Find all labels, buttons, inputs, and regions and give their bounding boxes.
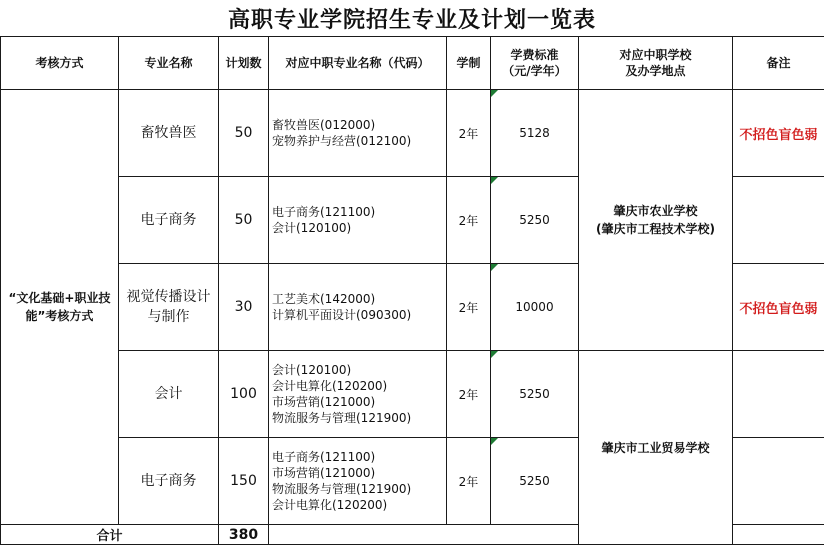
header-fee: 学费标准 （元/学年） <box>491 37 579 90</box>
fee-cell: 10000 <box>491 264 579 351</box>
plan-cell: 100 <box>219 351 269 438</box>
header-method: 考核方式 <box>1 37 119 90</box>
fee-cell: 5250 <box>491 438 579 525</box>
page-title: 高职专业学院招生专业及计划一览表 <box>227 7 596 33</box>
table-row <box>1 90 824 177</box>
plan-cell: 50 <box>219 90 269 177</box>
header-school: 对应中职学校 及办学地点 <box>579 37 733 90</box>
plan-cell: 150 <box>219 438 269 525</box>
major-cell: 畜牧兽医 <box>119 90 219 177</box>
plan-cell: 50 <box>219 177 269 264</box>
header-remark: 备注 <box>733 37 824 90</box>
years-cell: 2年 <box>447 351 491 438</box>
years-cell: 2年 <box>447 438 491 525</box>
years-cell: 2年 <box>447 177 491 264</box>
remark-cell: 不招色盲色弱 <box>733 90 824 177</box>
codes-cell: 畜牧兽医(012000) 宠物养护与经营(012100) <box>269 90 447 177</box>
fee-cell: 5250 <box>491 177 579 264</box>
codes-cell: 会计(120100) 会计电算化(120200) 市场营销(121000) 物流服务与管理(121900) <box>269 351 447 438</box>
total-remark-cell <box>733 525 824 545</box>
total-label: 合计 <box>1 525 219 545</box>
major-cell: 会计 <box>119 351 219 438</box>
method-cell: “文化基础+职业技能”考核方式 <box>1 90 119 525</box>
table-row <box>1 351 824 438</box>
header-plan: 计划数 <box>219 37 269 90</box>
remark-cell: 不招色盲色弱 <box>733 264 824 351</box>
remark-cell <box>733 351 824 438</box>
header-major: 专业名称 <box>119 37 219 90</box>
codes-cell: 电子商务(121100) 会计(120100) <box>269 177 447 264</box>
codes-cell: 电子商务(121100) 市场营销(121000) 物流服务与管理(121900) 会计电算化(120200) <box>269 438 447 525</box>
major-cell: 视觉传播设计与制作 <box>119 264 219 351</box>
codes-cell: 工艺美术(142000) 计算机平面设计(090300) <box>269 264 447 351</box>
enrollment-table <box>0 36 824 545</box>
remark-cell <box>733 438 824 525</box>
fee-cell: 5128 <box>491 90 579 177</box>
school-cell: 肇庆市工业贸易学校 <box>579 351 733 545</box>
header-codes: 对应中职专业名称（代码） <box>269 37 447 90</box>
fee-cell: 5250 <box>491 351 579 438</box>
plan-cell: 30 <box>219 264 269 351</box>
total-row <box>1 525 824 545</box>
total-empty-cell <box>269 525 733 545</box>
major-cell: 电子商务 <box>119 177 219 264</box>
remark-cell <box>733 177 824 264</box>
total-value: 380 <box>219 525 269 545</box>
years-cell: 2年 <box>447 264 491 351</box>
header-years: 学制 <box>447 37 491 90</box>
years-cell: 2年 <box>447 90 491 177</box>
major-cell: 电子商务 <box>119 438 219 525</box>
header-row <box>1 37 824 90</box>
school-cell: 肇庆市农业学校 (肇庆市工程技术学校) <box>579 90 733 351</box>
